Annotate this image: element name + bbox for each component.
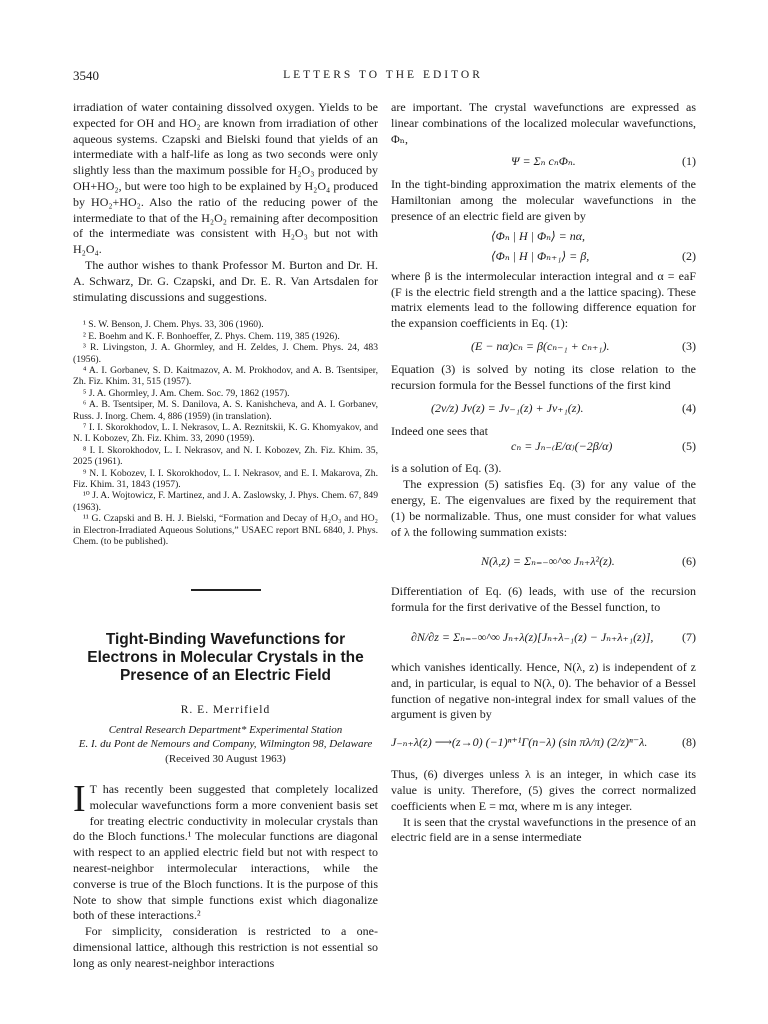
paragraph: For simplicity, consideration is restricted to a one-dimensional lattice, although this restriction is not essential so long as only nearest-neighbor interactions (73, 924, 378, 970)
reference-item: ¹ S. W. Benson, J. Chem. Phys. 33, 306 (1960). (83, 319, 264, 331)
equation-number: (8) (682, 735, 696, 750)
reference-item: ¹¹ G. Czapski and B. H. J. Bielski, “Formation and Decay of H₂O₃ and HO₂ in Electron-Irradiated Aqueous Solutions,” USAEC report BNL 6840, J. Phys. Chem. (to be published). (73, 513, 378, 548)
paragraph: Indeed one sees that (391, 423, 488, 438)
section-divider (191, 589, 261, 591)
acknowledgment: The author wishes to thank Professor M. Burton and Dr. H. A. Schwarz, Dr. G. Czapski, and Dr. E. R. Van Artsdalen for stimulating discussions and suggestions. (73, 257, 378, 304)
equation-5 (391, 439, 696, 461)
right-column (391, 100, 696, 846)
equation-number: (7) (682, 629, 696, 644)
equation-number: (6) (682, 554, 696, 569)
equation-number: (2) (682, 248, 696, 263)
equation-expression: (2ν/z) Jν(z) = Jν₋₁(z) + Jν₊₁(z). (431, 400, 584, 415)
reference-item: ⁷ I. I. Skorokhodov, L. I. Nekrasov, L. A. Reznitskii, K. G. Khomyakov, and N. I. Kobozev, Zh. Fiz. Khim. 33, 2090 (1959). (73, 422, 378, 445)
paragraph: is a solution of Eq. (3). (391, 461, 502, 476)
paragraph: In the tight-binding approximation the matrix elements of the Hamiltonian among the molecular wavefunctions in the presence of an electric field are given by (391, 177, 696, 223)
equation-number: (3) (682, 338, 696, 353)
paragraph (73, 778, 378, 924)
affiliation-line-1: Central Research Department* Experimental Station (108, 724, 343, 737)
reference-item: ³ R. Livingston, J. A. Ghormley, and H. Zeldes, J. Chem. Phys. 24, 483 (1956). (73, 342, 378, 365)
paragraph: which vanishes identically. Hence, N(λ, z) is independent of z and, in particular, is equal to N(λ, 0). The behavior of a Bessel function of negative non-integral index for small values of the argument is given by (391, 659, 696, 722)
equation-expression: N(λ,z) = Σₙ₌₋∞^∞ Jₙ₊λ²(z). (481, 554, 615, 569)
paragraph: where β is the intermolecular interaction integral and α = eaF (F is the electric field strength and a the lattice spacing). These matrix elements lead to the following difference equation for the expansion coefficients in Eq. (1): (391, 268, 696, 331)
reference-item: ⁴ A. I. Gorbanev, S. D. Kaitmazov, A. M. Prokhodov, and A. B. Tsentsiper, Zh. Fiz. Khim. 31, 515 (1957). (73, 364, 378, 388)
paragraph: It is seen that the crystal wavefunctions in the presence of an electric field are in a sense intermediate (391, 814, 696, 845)
equation-expression: J₋ₙ₊λ(z) ⟶(z→0) (−1)ⁿ⁺¹Γ(n−λ) (sin πλ/π) (2/z)ⁿ⁻λ. (391, 735, 648, 750)
equation-6 (391, 540, 696, 584)
equation-2 (391, 225, 696, 269)
equation-expression: Ψ = Σₙ cₙΦₙ. (511, 154, 576, 169)
equation-number: (1) (682, 154, 696, 169)
reference-item: ⁹ N. I. Kobozev, I. I. Skorokhodov, L. I. Nekrasov, and E. I. Makarova, Zh. Fiz. Khim. 31, 1843 (1957). (73, 467, 378, 491)
drop-cap: I (73, 778, 86, 821)
paragraph: Equation (3) is solved by noting its close relation to the recursion formula for the Bessel functions of the first kind (391, 361, 696, 392)
received-date: (Received 30 August 1963) (165, 753, 286, 766)
equation-expression: ∂N/∂z = Σₙ₌₋∞^∞ Jₙ₊λ(z)[Jₙ₊λ₋₁(z) − Jₙ₊λ₊₁(z)], (411, 629, 654, 644)
reference-item: ⁸ I. I. Skorokhodov, L. I. Nekrasov, and N. I. Kobozev, Zh. Fiz. Khim. 35, 2025 (1961). (73, 444, 378, 468)
paragraph: Differentiation of Eq. (6) leads, with use of the recursion formula for the first derivative of the Bessel function, to (391, 584, 696, 615)
equation-number: (5) (682, 439, 696, 454)
reference-item: ⁵ J. A. Ghormley, J. Am. Chem. Soc. 79, 1862 (1957). (83, 387, 290, 399)
equation-expression: (E − nα)cₙ = β(cₙ₋₁ + cₙ₊₁). (471, 338, 610, 353)
affiliation-line-2: E. I. du Pont de Nemours and Company, Wilmington 98, Delaware (78, 738, 373, 751)
reference-item: ¹⁰ J. A. Wojtowicz, F. Martinez, and J. A. Zaslowsky, J. Phys. Chem. 67, 849 (1963). (73, 490, 378, 513)
page-number: 3540 (73, 68, 99, 83)
article-title: Tight-Binding Wavefunctions for Electrons in Molecular Crystals in the Presence of an Electric Field (87, 631, 364, 685)
equation-4 (391, 394, 696, 424)
author: R. E. Merrifield (180, 704, 271, 717)
reference-item: ⁶ A. B. Tsentsiper, M. S. Danilova, A. S. Kanishcheva, and A. I. Gorbanev, Russ. J. Inorg. Chem. 4, 886 (1959) (in translation). (73, 399, 378, 422)
equation-expression: ⟨Φₙ | H | Φₙ₊₁⟩ = β, (491, 248, 590, 263)
equation-1 (391, 147, 696, 177)
references (73, 319, 378, 547)
paragraph-text: T has recently been suggested that completely localized molecular wavefunctions form a more convenient basis set for treating electric conductivity in molecular crystals than do the Bloch functions.¹ The molecular functions are diagonal with respect to an applied electric field but not with respect to nearest-neighbor intermolecular interactions, while the converse is true of the Bloch functions. It is the purpose of this Note to show that simple functions exist which diagonalize both of these interactions.² (73, 782, 378, 923)
equation-expression: ⟨Φₙ | H | Φₙ⟩ = nα, (491, 228, 586, 243)
equation-number: (4) (682, 400, 696, 415)
running-title: LETTERS TO THE EDITOR (283, 69, 483, 81)
equation-3 (391, 332, 696, 362)
page-header (73, 68, 693, 84)
left-column (73, 100, 378, 972)
paragraph: are important. The crystal wavefunctions are expressed as linear combinations of the localized molecular wavefunctions, Φₙ, (391, 100, 696, 146)
reference-item: ² E. Boehm and K. F. Bonhoeffer, Z. Phys. Chem. 119, 385 (1926). (83, 330, 340, 342)
paragraph: irradiation of water containing dissolved oxygen. Yields to be expected for OH and HO₂ are known from irradiation of other aqueous systems. Czapski and Bielski found that yields of an intermediate with a half-life as long as two seconds were only slightly less than the maximum possible for H₂O₃ produced by OH+HO₂, but were too high to be explained by H₂O₄ produced by HO₂+HO₂. Also the ratio of the reducing power of the intermediate to that of the H₂O₂ remaining after decomposition of the intermediate was consistent with H₂O₃ but not with H₂O₄. (73, 100, 378, 257)
equation-8 (391, 723, 696, 767)
paragraph: The expression (5) satisfies Eq. (3) for any value of the energy, E. The eigenvalues are fixed by the requirement that (1) be normalizable. Thus, one must consider for what values of λ the following summation exists: (391, 477, 696, 539)
paragraph: Thus, (6) diverges unless λ is an integer, in which case its value is unity. Therefore, (5) gives the correct normalized coefficients when E = mα, where m is any integer. (391, 767, 696, 813)
equation-7 (391, 616, 696, 660)
equation-expression: cₙ = Jₙ₋₍E/α₎(−2β/α) (511, 439, 613, 454)
